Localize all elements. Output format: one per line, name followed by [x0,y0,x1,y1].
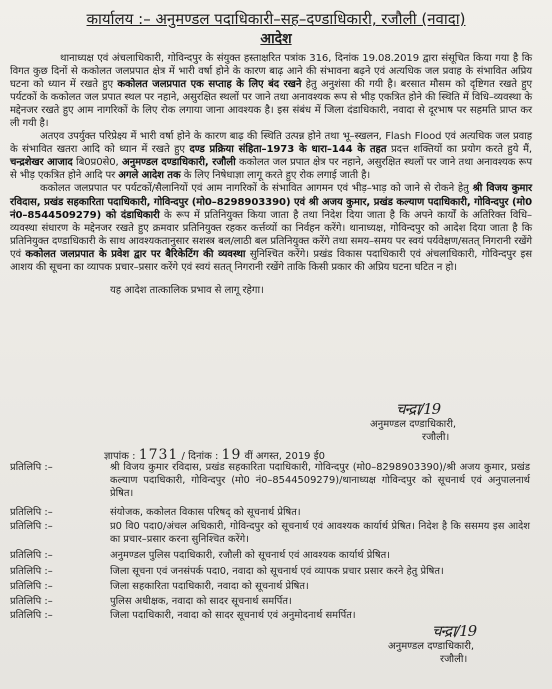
copy-label: प्रतिलिपि :– [10,610,53,621]
paragraph-1-bold: ककोलत जलप्रपात एक सप्ताह के लिए बंद रखने [117,79,302,91]
memo-number: 1731 [138,447,179,463]
paragraph-1-text: थानाध्यक्ष एवं अंचलाधिकारी, गोविन्दपुर के संयुक्त हस्ताक्षरित पत्रांक 316, दिनांक 19.08.2019 द्वारा संसूचित किया गया है कि विगत कुछ दिनों से ककोलत जलप्रपात क्षेत्र में भारी वर्षा होने के कारण बाढ़ आने की संभावना बढ़ने एवं अत्यधिक जल प्रवाह के संभावित अप्रिय घटना को ध्यान में रखते हुए [10,53,532,91]
copy-entry [10,595,530,608]
officer-name: चन्द्रशेखर आजाद [10,157,73,169]
memo-prefix: ज्ञापांक : [104,451,136,462]
copy-entry [10,565,530,578]
copy-text: जिला पदाधिकारी, नवादा को सादर सूचनार्थ एवं अनुमोदनार्थ समर्पित। [110,610,356,621]
paragraph-2-text-3: बि0प्र0से0, [72,157,122,169]
copy-label: प्रतिलिपि :– [10,596,53,607]
copy-label: प्रतिलिपि :– [10,521,53,532]
copy-label: प्रतिलिपि :– [10,581,53,592]
paragraph-3-text-3: सुनिश्चित करेंगे। प्रखंड विकास पदाधिकारी एवं अंचलाधिकारी, गोविन्दपुर इस आशय की सूचना का व्यापक प्रचार–प्रसार करेंगे एवं स्वयं सतत् निगरानी रखेंगे ताकि किसी प्रकार की अप्रिय घटना घटित न हो। [10,248,532,273]
memo-month-year: वीं अगस्त, 2019 ई0 [244,451,325,462]
copy-label: प्रतिलिपि :– [10,550,53,561]
paragraph-1 [10,52,532,130]
memo-date-label: / दिनांक : [181,451,219,462]
copy-text: अनुमण्डल पुलिस पदाधिकारी, रजौली को सूचनार्थ एवं आवश्यक कार्यार्थ प्रेषित। [110,550,390,561]
copy-entry [10,549,530,562]
copy-entry [10,609,530,622]
paragraph-2-text-2: प्रदत्त शक्तियों का प्रयोग करते हुये मैं, [386,144,533,156]
signature-mark: चन्द्रा/19 [396,400,441,418]
magistrates-deputed: श्री विजय कुमार रविदास, प्रखंड सहकारिता पदाधिकारी, गोविन्दपुर (मो0–8298903390) एवं श्री अजय कुमार, प्रखंड कल्याण पदाधिकारी, गोविन्दपुर (मो0 नं0–8544509279) को दंडाधिकारी [10,183,532,221]
memo-day: 19 [221,447,242,463]
paragraph-3-text: ककोलत जलप्रपात पर पर्यटकों/सैलानियों एवं आम नागरिकों के संभावित आगमन एवं भीड़–भाड़ को जाने से रोकने हेतु [40,183,473,195]
office-header [0,9,552,29]
signatory-title: अनुमण्डल दण्डाधिकारी, [388,641,475,652]
paragraph-2 [10,130,532,182]
copy-entry [10,520,530,546]
copy-text: संयोजक, ककोलत विकास परिषद् को सूचनार्थ प्रेषित। [110,507,301,518]
paragraph-3-text-2: के रूप में प्रतिनियुक्त किया जाता है तथा निदेश दिया जाता है कि अपने कार्यों के अतिरिक्त विधि–व्यवस्था संधारण के मद्देनजर रखते हुए क्रमवार प्रतिनियुक्त रहकर कर्त्तव्यों का निर्वहन करेंगे। थानाध्यक्ष, गोविन्दपुर को आदेश दिया जाता है कि प्रतिनियुक्त दण्डाधिकारी के साथ आवश्यकतानुसार सशस्त्र बल/लाठी बल प्रतिनियुक्त करेंगे तथा समय–समय पर स्वयं पर्यवेक्षण/सतत् निगरानी रखेंगे एवं [10,209,532,260]
copy-text: प्र0 वि0 पदा0/अंचल अधिकारी, गोविन्दपुर को सूचनार्थ एवं आवश्यक कार्यार्थ प्रेषित। निदेश है कि ससमय इस आदेश का प्रचार–प्रसार करना सुनिश्चित करेंगे। [110,521,530,546]
paragraph-2-text-4: ककोलत जल प्रपात क्षेत्र पर नहाने, असुरक्षित स्थलों पर जाने तथा अनावश्यक रूप से भीड़ एकत्रित होने आदि पर [10,157,533,182]
order-body [10,52,532,297]
until-further-order: अगले आदेश तक [118,170,181,182]
copy-label: प्रतिलिपि :– [10,566,53,577]
signatory-place: रजौली। [440,654,468,665]
copy-label: प्रतिलिपि :– [10,462,53,473]
copy-entry [10,580,530,593]
order-heading: आदेश [260,31,292,47]
signature-mark: चन्द्रा/19 [432,622,477,640]
signatory-title: अनुमण्डल दण्डाधिकारी, [370,419,457,430]
copy-text: पुलिस अधीक्षक, नवादा को सादर सूचनार्थ समर्पित। [110,596,292,607]
paragraph-2-text-5: के लिए निषेधाज्ञा लागू करते हुए रोक लगाई जाती है। [180,170,371,182]
barricading-note: ककोलत जलप्रपात के प्रवेश द्वार पर बैरिकेटिंग की व्यवस्था [25,248,246,260]
copy-text: जिला सहकारिता पदाधिकारी, नवादा को सूचनार्थ प्रेषित। [110,581,309,592]
copy-text: श्री विजय कुमार रविदास, प्रखंड सहकारिता पदाधिकारी, गोविन्दपुर (मो0–8298903390)/श्री अजय कुमार, प्रखंड कल्याण पदाधिकारी, गोविन्दपुर (मो0 नं0–8544509279)/थानाध्यक्ष गोविन्दपुर को सूचनार्थ एवं अनुपालनार्थ प्रेषित। [110,462,530,500]
copy-entry [10,506,530,519]
copy-entry [10,461,530,501]
copy-label: प्रतिलिपि :– [10,507,53,518]
crpc-section: दण्ड प्रक्रिया संहिता–1973 के धारा–144 के तहत [189,144,387,156]
signature-block-1 [370,400,540,444]
copy-text: जिला सूचना एवं जनसंपर्क पदा0, नवादा को सूचनार्थ एवं व्यापक प्रचार प्रसार करने हेतु प्रेषित। [110,566,444,577]
effective-order-line: यह आदेश तात्कालिक प्रभाव से लागू रहेगा। [110,284,264,296]
paragraph-3 [10,182,532,273]
paragraph-1-text-2: हेतु अनुशंसा की गयी है। बरसात मौसम को दृष्टिगत रखते हुए पर्यटकों के ककोलत जल प्रपात स्थल पर नहाने, असुरक्षित स्थलों पर जाने तथा अनावश्यक रूप से भीड़ एकत्रित होने की स्थिति में विधि–व्यवस्था के मद्देनजर रखते हुए आम नागरिकों के लिए रोक लगाया जाना आवश्यक है। इस संबंध में जिला दंडाधिकारी, नवादा से दूरभाष पर सहमति प्राप्त कर ली गयी है। [10,79,533,130]
signatory-place: रजौली। [422,432,450,443]
signature-block-2 [388,622,548,666]
officer-designation: अनुमण्डल दण्डाधिकारी, रजौली [121,157,236,169]
office-title: कार्यालय :– अनुमण्डल पदाधिकारी–सह–दण्डाधिकारी, रजौली (नवादा) [86,10,466,28]
paragraph-2-text: अतएव उपर्युक्त परिप्रेक्ष्य में भारी वर्षा होने के कारण बाढ़ की स्थिति उत्पन्न होने तथा भू–स्खलन, Flash Flood एवं अत्यधिक जल प्रवाह के संभावित खतरा आदि को ध्यान में रखते हुए [10,131,532,156]
